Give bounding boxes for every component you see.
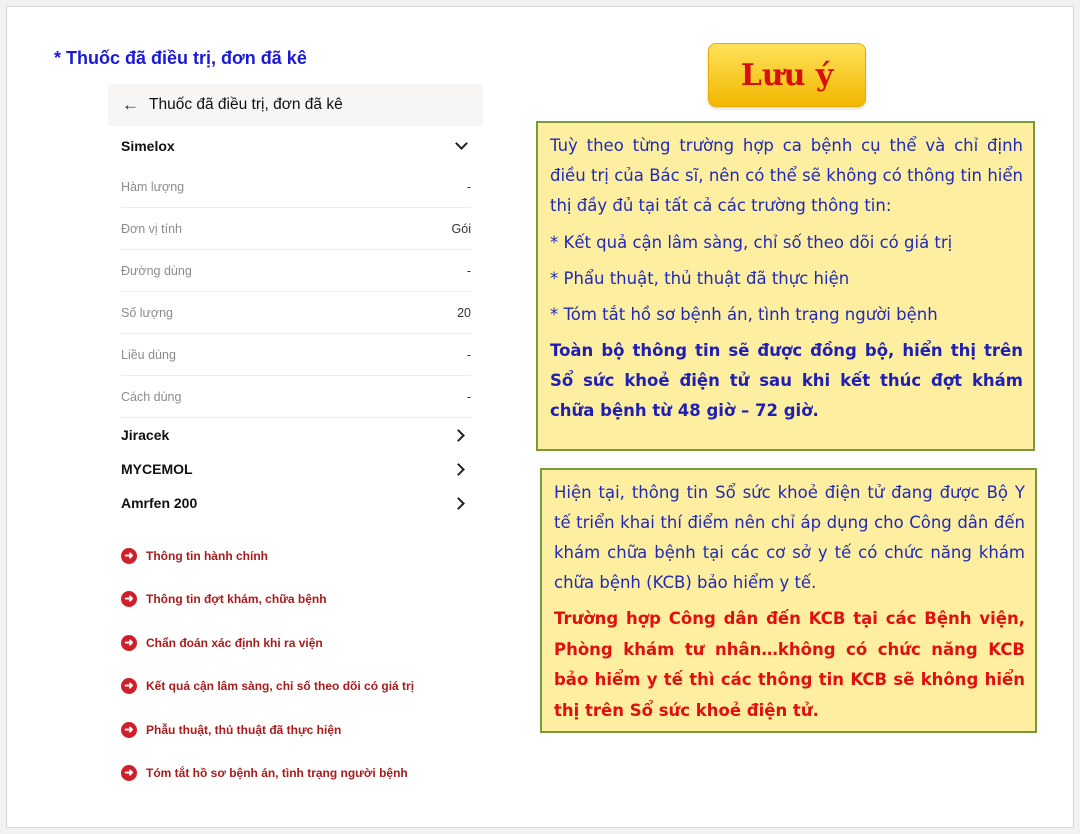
detail-value: Gói <box>451 221 471 236</box>
chevron-down-icon[interactable] <box>455 137 468 150</box>
nav-link-surgery[interactable] <box>108 708 483 752</box>
link-label: Chẩn đoán xác định khi ra viện <box>146 635 323 650</box>
arrow-circle-icon: ➜ <box>121 765 137 781</box>
detail-label: Cách dùng <box>121 389 182 404</box>
arrow-circle-icon: ➜ <box>121 678 137 694</box>
drug-name: Amrfen 200 <box>121 495 198 511</box>
detail-label: Liều dùng <box>121 347 176 362</box>
drug-name: MYCEMOL <box>121 461 193 477</box>
detail-row <box>121 250 471 292</box>
app-title: Thuốc đã điều trị, đơn đã kê <box>149 96 343 113</box>
detail-row <box>121 292 471 334</box>
drug-details <box>108 166 483 418</box>
note-warning-text: Trường hợp Công dân đến KCB tại các Bệnh viện, Phòng khám tư nhân…không có chức năng KCB bảo hiểm y tế thì các thông tin KCB sẽ không hiển thị trên Sổ sức khoẻ điện tử. <box>554 609 1025 720</box>
nav-link-visit-info[interactable] <box>108 578 483 622</box>
note-item: * Tóm tắt hồ sơ bệnh án, tình trạng người bệnh <box>550 305 938 324</box>
link-label: Kết quả cận lâm sàng, chỉ số theo dõi có giá trị <box>146 679 415 694</box>
note-intro: Tuỳ theo từng trường hợp ca bệnh cụ thể và chỉ định điều trị của Bác sĩ, nên có thể sẽ không có thông tin hiển thị đầy đủ tại tất cả các trường thông tin: <box>550 136 1023 215</box>
chevron-right-icon[interactable] <box>452 463 465 476</box>
note-item: * Phẩu thuật, thủ thuật đã thực hiện <box>550 269 850 288</box>
detail-row <box>121 166 471 208</box>
nav-link-admin-info[interactable] <box>108 534 483 578</box>
back-arrow-icon[interactable]: ← <box>122 95 139 114</box>
nav-link-summary[interactable] <box>108 752 483 796</box>
detail-label: Đường dùng <box>121 263 192 278</box>
chevron-right-icon[interactable] <box>452 497 465 510</box>
section-heading: * Thuốc đã điều trị, đơn đã kê <box>54 48 307 68</box>
detail-label: Số lượng <box>121 305 174 320</box>
detail-label: Đơn vị tính <box>121 221 182 236</box>
arrow-circle-icon: ➜ <box>121 591 137 607</box>
detail-row <box>121 334 471 376</box>
nav-link-lab-results[interactable] <box>108 665 483 709</box>
arrow-circle-icon: ➜ <box>121 722 137 738</box>
drug-name: Jiracek <box>121 427 170 443</box>
drug-name: Simelox <box>121 138 175 154</box>
arrow-circle-icon: ➜ <box>121 635 137 651</box>
note-item: * Kết quả cận lâm sàng, chỉ số theo dõi có giá trị <box>550 233 953 252</box>
arrow-circle-icon: ➜ <box>121 548 137 564</box>
drug-item-amrfen[interactable] <box>108 486 483 520</box>
detail-value: 20 <box>457 305 471 320</box>
link-label: Thông tin đợt khám, chữa bệnh <box>146 592 327 607</box>
note-badge: Lưu ý <box>708 43 866 107</box>
drug-item-simelox[interactable] <box>108 126 483 166</box>
note-sync-text: Toàn bộ thông tin sẽ được đồng bộ, hiển thị trên Sổ sức khoẻ điện tử sau khi kết thúc đợt khám chữa bệnh từ 48 giờ – 72 giờ. <box>550 341 1023 420</box>
detail-row <box>121 208 471 250</box>
link-label: Thông tin hành chính <box>146 548 268 563</box>
detail-label: Hàm lượng <box>121 179 185 194</box>
link-label: Phẫu thuật, thủ thuật đã thực hiện <box>146 722 342 737</box>
drug-item-jiracek[interactable] <box>108 418 483 452</box>
link-label: Tóm tắt hồ sơ bệnh án, tình trạng người bệnh <box>146 766 408 781</box>
detail-row <box>121 376 471 418</box>
detail-value: - <box>466 263 471 278</box>
chevron-right-icon[interactable] <box>452 429 465 442</box>
app-header <box>108 84 483 126</box>
detail-value: - <box>466 347 471 362</box>
detail-value: - <box>466 389 471 404</box>
detail-value: - <box>466 179 471 194</box>
note-box-display <box>536 121 1035 451</box>
phone-screenshot <box>108 84 483 784</box>
note-box-pilot <box>540 468 1037 733</box>
nav-link-diagnosis[interactable] <box>108 621 483 665</box>
note-pilot-text: Hiện tại, thông tin Sổ sức khoẻ điện tử đang được Bộ Y tế triển khai thí điểm nên chỉ áp dụng cho Công dân đến khám chữa bệnh tại các cơ sở y tế có chức năng khám chữa bệnh (KCB) bảo hiểm y tế. <box>554 483 1025 592</box>
drug-item-mycemol[interactable] <box>108 452 483 486</box>
